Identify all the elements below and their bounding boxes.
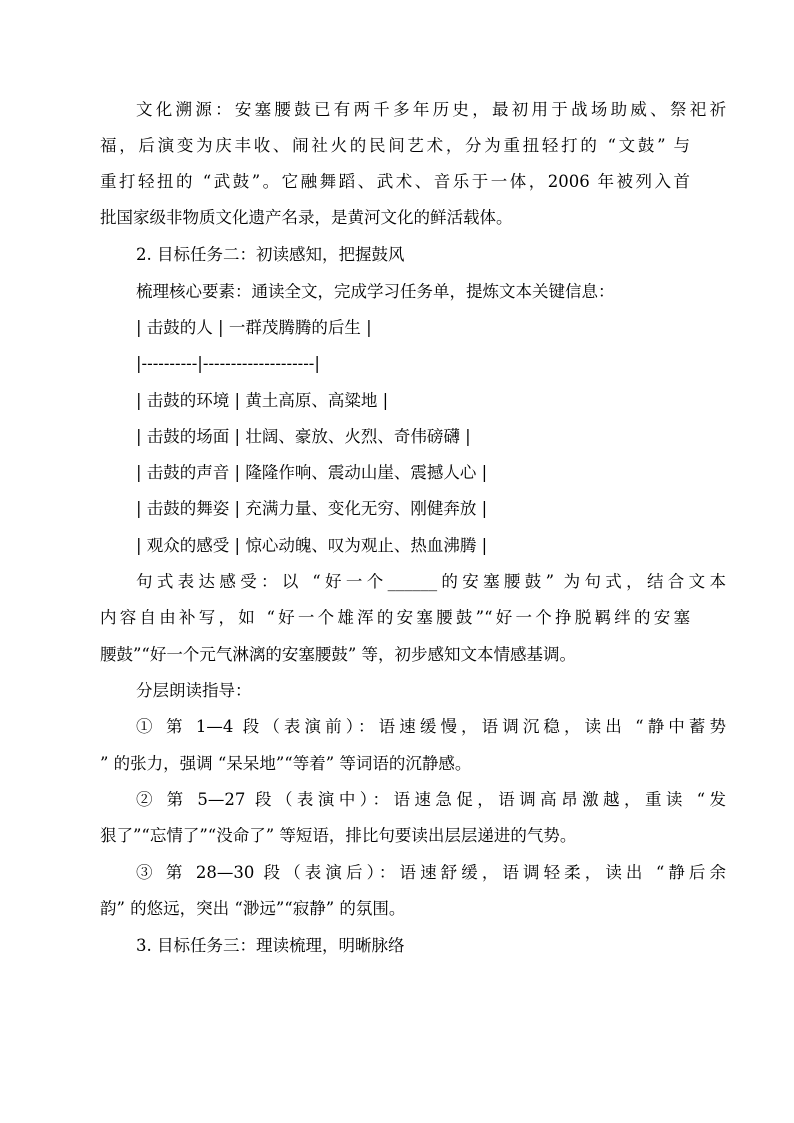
table-row: | 击鼓的人 | 一群茂腾腾的后生 | (136, 318, 372, 337)
table-row: | 击鼓的场面 | 壮阔、豪放、火烈、奇伟磅礴 | (136, 427, 471, 446)
text-line: 内容自由补写，如 “好一个雄浑的安塞腰鼓”“好一个挣脱羁绊的安塞 (100, 608, 690, 627)
text-line: 句式表达感受：以 “好一个______的安塞腰鼓” 为句式，结合文本 (136, 572, 726, 591)
text-line: ③ 第 28—30 段（表演后）：语速舒缓，语调轻柔，读出 “静后余 (136, 863, 726, 882)
section-heading: 3. 目标任务三：理读梳理，明晰脉络 (136, 936, 405, 955)
section-heading: 2. 目标任务二：初读感知，把握鼓风 (136, 245, 405, 264)
table-row: | 击鼓的环境 | 黄土高原、高粱地 | (136, 391, 389, 410)
text-line: 重打轻扭的 “武鼓”。它融舞蹈、武术、音乐于一体，2006 年被列入首 (100, 172, 690, 191)
text-line: 狠了”“忘情了”“没命了” 等短语，排比句要读出层层递进的气势。 (100, 826, 577, 845)
text-line: 分层朗读指导： (136, 681, 252, 700)
text-line: ① 第 1—4 段（表演前）：语速缓慢，语调沉稳，读出 “静中蓄势 (136, 717, 726, 736)
text-line: ” 的张力，强调 “呆呆地”“等着” 等词语的沉静感。 (100, 754, 472, 773)
text-line: 韵” 的悠远，突出 “渺远”“寂静” 的氛围。 (100, 899, 406, 918)
table-separator: |----------|--------------------| (136, 354, 320, 373)
table-row: | 击鼓的声音 | 隆隆作响、震动山崖、震撼人心 | (136, 463, 488, 482)
text-line: ② 第 5—27 段（表演中）：语速急促，语调高昂激越，重读 “发 (136, 790, 726, 809)
text-line: 梳理核心要素：通读全文，完成学习任务单，提炼文本关键信息： (136, 282, 615, 301)
text-line: 福，后演变为庆丰收、闹社火的民间艺术，分为重扭轻打的 “文鼓” 与 (100, 136, 690, 155)
text-line: 腰鼓”“好一个元气淋漓的安塞腰鼓” 等，初步感知文本情感基调。 (100, 645, 577, 664)
text-line: 批国家级非物质文化遗产名录，是黄河文化的鲜活载体。 (100, 208, 513, 227)
table-row: | 观众的感受 | 惊心动魄、叹为观止、热血沸腾 | (136, 536, 488, 555)
table-row: | 击鼓的舞姿 | 充满力量、变化无穷、刚健奔放 | (136, 499, 488, 518)
text-line: 文化溯源：安塞腰鼓已有两千多年历史，最初用于战场助威、祭祀祈 (136, 100, 726, 119)
